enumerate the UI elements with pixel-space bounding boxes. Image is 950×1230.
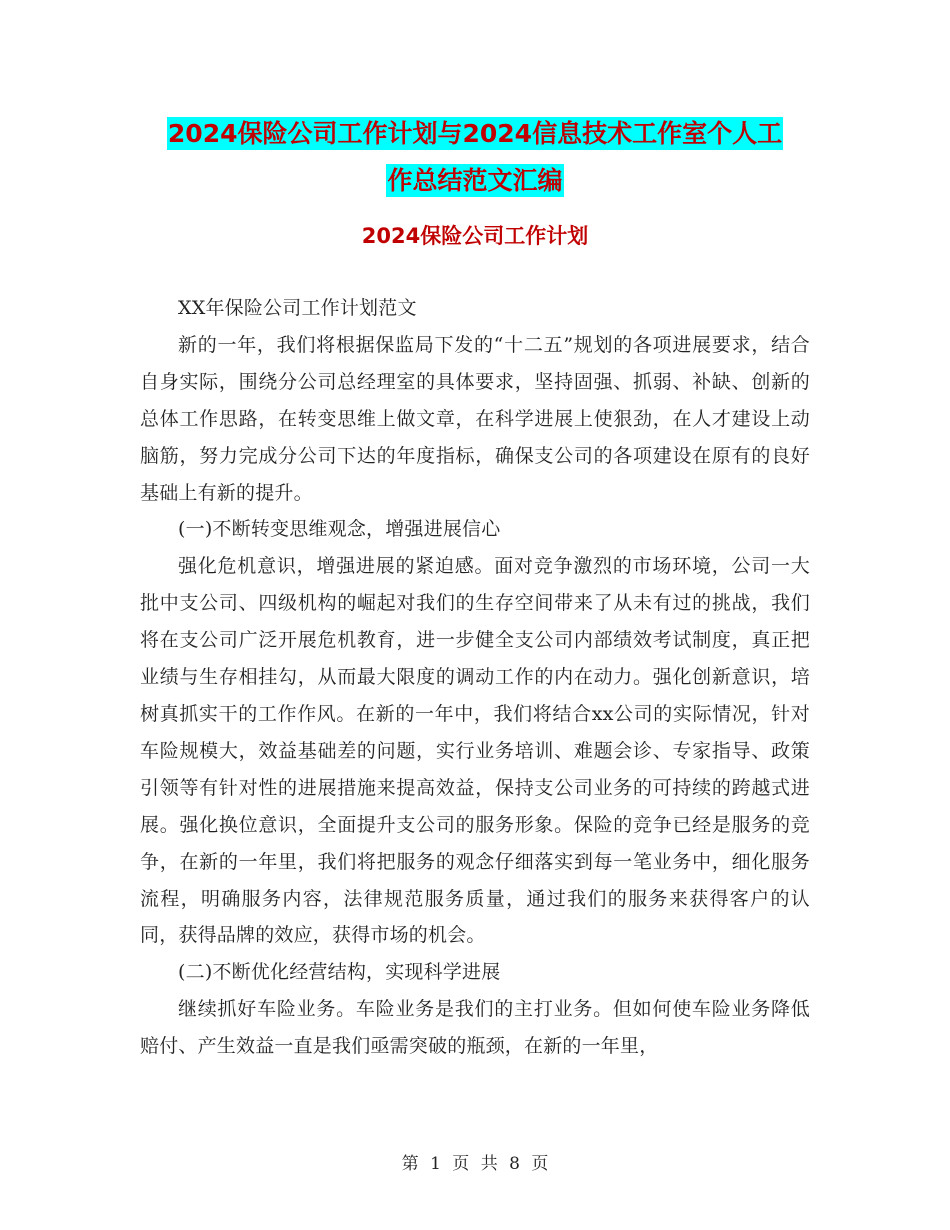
document-title: [130, 110, 820, 204]
page-footer: 第 1 页 共 8 页: [401, 1154, 549, 1174]
document-body: [140, 290, 810, 1065]
paragraph-awareness: 强化危机意识，增强进展的紧迫感。面对竞争激烈的市场环境，公司一大批中支公司、四级机构的崛起对我们的生存空间带来了从未有过的挑战，我们将在支公司广泛开展危机教育，进一步健全支公司内部绩效考试制度，真正把业绩与生存相挂勾，从而最大限度的调动工作的内在动力。强化创新意识，培树真抓实干的工作作风。在新的一年中，我们将结合xx公司的实际情况，针对车险规模大，效益基础差的问题，实行业务培训、难题会诊、专家指导、政策引领等有针对性的进展措施来提高效益，保持支公司业务的可持续的跨越式进展。强化换位意识，全面提升支公司的服务形象。保险的竞争已经是服务的竞争，在新的一年里，我们将把服务的观念仔细落实到每一笔业务中，细化服务流程，明确服务内容，法律规范服务质量，通过我们的服务来获得客户的认同，获得品牌的效应，获得市场的机会。: [140, 555, 810, 947]
section-title: 2024保险公司工作计划: [361, 224, 589, 248]
paragraph-plan-heading: XX年保险公司工作计划范文: [178, 297, 417, 319]
document-title-line-1: 2024保险公司工作计划与2024信息技术工作室个人工: [167, 119, 783, 148]
paragraph-intro: 新的一年，我们将根据保监局下发的“十二五”规划的各项进展要求，结合自身实际，围绕分公司总经理室的具体要求，坚持固强、抓弱、补缺、创新的总体工作思路，在转变思维上做文章，在科学进展上使狠劲，在人才建设上动脑筋，努力完成分公司下达的年度指标，确保支公司的各项建设在原有的良好基础上有新的提升。: [140, 333, 810, 504]
document-title-line-2: 作总结范文汇编: [387, 166, 563, 195]
paragraph-car-insurance: 继续抓好车险业务。车险业务是我们的主打业务。但如何使车险业务降低赔付、产生效益一直是我们亟需突破的瓶颈，在新的一年里，: [140, 998, 810, 1058]
paragraph-subheading-2: (二)不断优化经营结构，实现科学进展: [178, 961, 501, 984]
paragraph-subheading-1: (一)不断转变思维观念，增强进展信心: [178, 518, 501, 541]
